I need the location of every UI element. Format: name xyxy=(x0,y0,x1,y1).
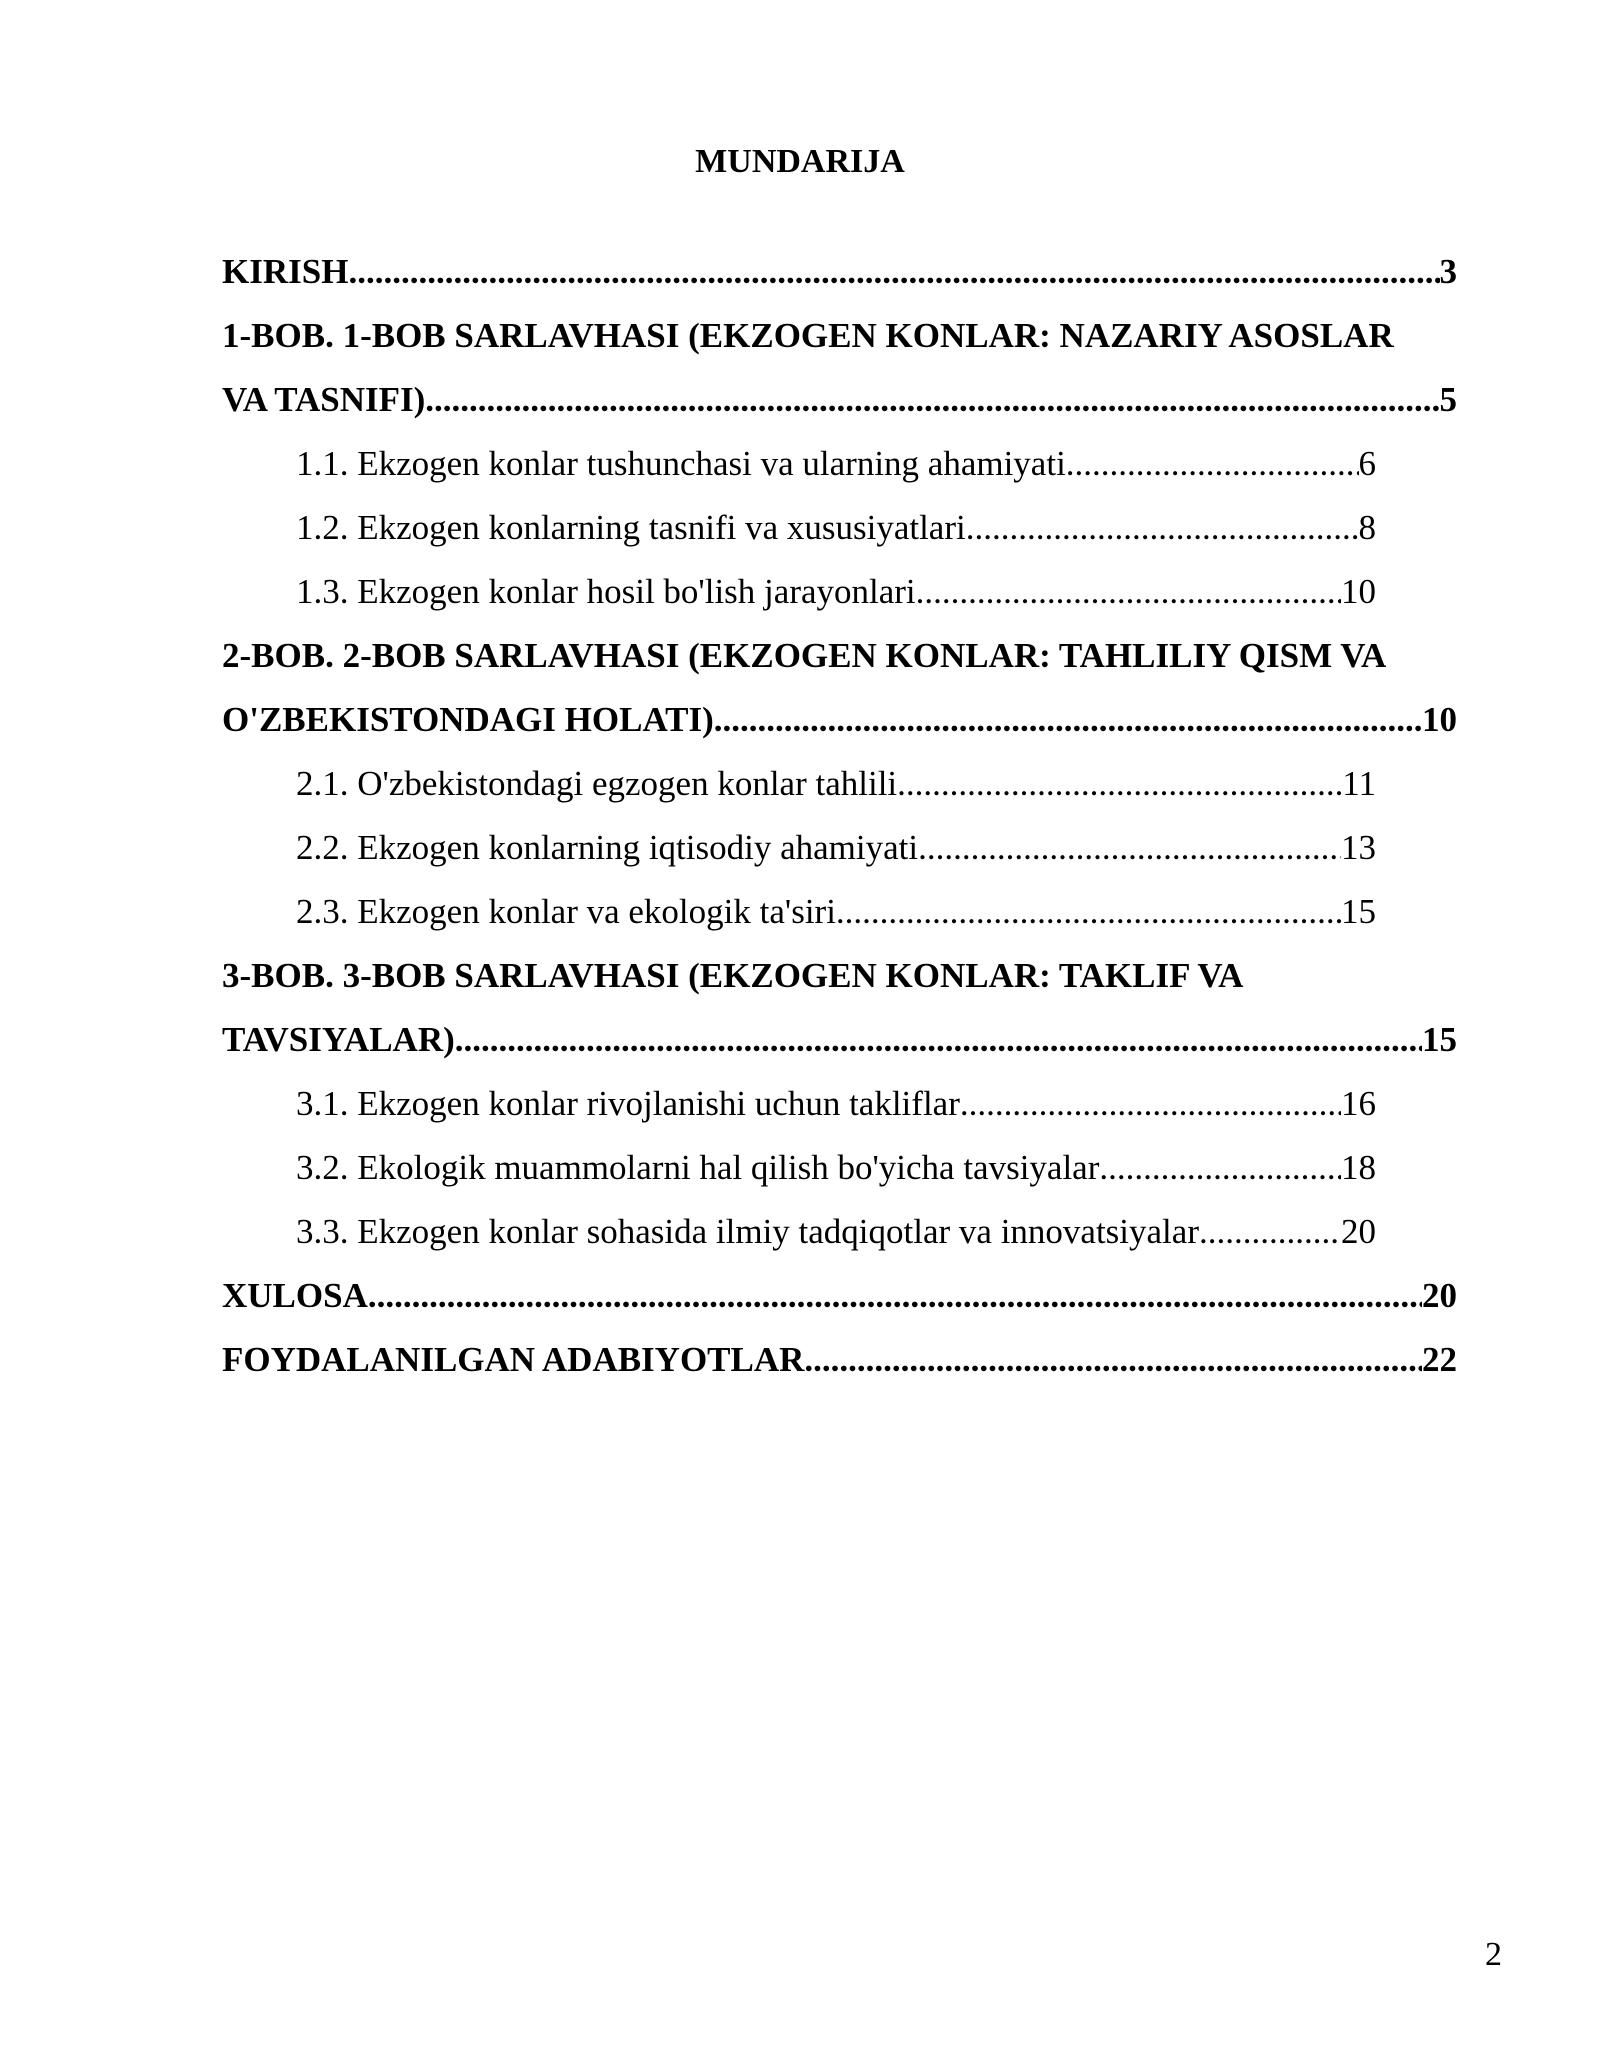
toc-entry-row xyxy=(296,752,1376,816)
toc-page-number: 11 xyxy=(1342,764,1376,803)
dot-leader xyxy=(804,1328,1422,1392)
toc-entry-title: O'ZBEKISTONDAGI HOLATI) xyxy=(222,700,714,739)
toc-page-number: 20 xyxy=(1422,1276,1457,1315)
dot-leader xyxy=(916,560,1341,624)
toc-entry-title: 3.1. Ekzogen konlar rivojlanishi uchun takliflar xyxy=(296,1084,960,1123)
toc-page-number: 16 xyxy=(1341,1084,1376,1123)
toc-page-number: 6 xyxy=(1358,444,1376,483)
toc-entry-row xyxy=(296,432,1376,496)
toc-chapter-entry xyxy=(222,1264,1457,1328)
toc-page-number: 22 xyxy=(1422,1340,1457,1379)
dot-leader xyxy=(1099,1136,1341,1200)
toc-entry-row xyxy=(222,1328,1457,1392)
toc-section-entry xyxy=(222,496,1376,560)
toc-entry-title: 3.3. Ekzogen konlar sohasida ilmiy tadqiqotlar va innovatsiyalar xyxy=(296,1212,1199,1251)
toc-entry-row xyxy=(222,1264,1457,1328)
toc-page-number: 5 xyxy=(1439,380,1457,419)
toc-page-number: 20 xyxy=(1341,1212,1376,1251)
toc-entry-title: 3.2. Ekologik muammolarni hal qilish bo'yicha tavsiyalar xyxy=(296,1148,1100,1187)
toc-entry-title-line: 2-BOB. 2-BOB SARLAVHASI (EKZOGEN KONLAR: TAHLILIY QISM VA xyxy=(222,636,1387,675)
toc-entry-row xyxy=(222,1008,1457,1072)
toc-chapter-entry xyxy=(222,240,1457,304)
dot-leader xyxy=(918,816,1341,880)
toc-section-entry xyxy=(222,1200,1376,1264)
toc-entry-row xyxy=(296,560,1376,624)
toc-entry-row xyxy=(222,240,1457,304)
dot-leader xyxy=(1066,432,1359,496)
toc-entry-title: XULOSA xyxy=(222,1276,368,1315)
toc-entry-row xyxy=(296,1072,1376,1136)
dot-leader xyxy=(897,752,1342,816)
toc-chapter-entry xyxy=(222,944,1457,1072)
toc-page-number: 15 xyxy=(1341,892,1376,931)
toc-entry-row xyxy=(296,1200,1376,1264)
toc-entry-title: VA TASNIFI) xyxy=(222,380,426,419)
dot-leader xyxy=(368,1264,1422,1328)
toc-page-number: 13 xyxy=(1341,828,1376,867)
dot-leader xyxy=(836,880,1341,944)
toc-entry-title: 2.1. O'zbekistondagi egzogen konlar tahlili xyxy=(296,764,898,803)
dot-leader xyxy=(425,368,1439,432)
toc-entry-title: KIRISH xyxy=(222,252,349,291)
dot-leader xyxy=(455,1008,1422,1072)
dot-leader xyxy=(348,240,1439,304)
toc-page-number: 15 xyxy=(1422,1020,1457,1059)
dot-leader xyxy=(966,496,1359,560)
toc-entry-title: 2.3. Ekzogen konlar va ekologik ta'siri xyxy=(296,892,836,931)
dot-leader xyxy=(960,1072,1341,1136)
toc-section-entry xyxy=(222,752,1376,816)
toc-entry-row xyxy=(222,688,1457,752)
toc-entry-title: 1.1. Ekzogen konlar tushunchasi va ularning ahamiyati xyxy=(296,444,1066,483)
toc-section-entry xyxy=(222,560,1376,624)
toc-section-entry xyxy=(222,432,1376,496)
toc-page-number: 3 xyxy=(1439,252,1457,291)
page-number: 2 xyxy=(1485,1936,1502,1973)
toc-section-entry xyxy=(222,880,1376,944)
toc-chapter-entry xyxy=(222,304,1457,432)
dot-leader xyxy=(714,688,1422,752)
toc-entry-row xyxy=(296,496,1376,560)
toc-page-number: 18 xyxy=(1341,1148,1376,1187)
toc-entry-title: TAVSIYALAR) xyxy=(222,1020,455,1059)
toc-section-entry xyxy=(222,816,1376,880)
toc-entry-title-line: 1-BOB. 1-BOB SARLAVHASI (EKZOGEN KONLAR: NAZARIY ASOSLAR xyxy=(222,316,1394,355)
page-title: MUNDARIJA xyxy=(695,143,905,180)
toc-entry-title: 1.3. Ekzogen konlar hosil bo'lish jarayonlari xyxy=(296,572,916,611)
toc-entry-title-line: 3-BOB. 3-BOB SARLAVHASI (EKZOGEN KONLAR: TAKLIF VA xyxy=(222,956,1244,995)
toc-section-entry xyxy=(222,1136,1376,1200)
toc-entry-row xyxy=(296,816,1376,880)
toc-chapter-entry xyxy=(222,624,1457,752)
toc-chapter-entry xyxy=(222,1328,1457,1392)
dot-leader xyxy=(1199,1200,1341,1264)
toc-entry-title: FOYDALANILGAN ADABIYOTLAR xyxy=(222,1340,805,1379)
toc-page-number: 8 xyxy=(1358,508,1376,547)
toc-entry-row xyxy=(296,880,1376,944)
toc-section-entry xyxy=(222,1072,1376,1136)
toc-entry-title: 2.2. Ekzogen konlarning iqtisodiy ahamiyati xyxy=(296,828,919,867)
toc-entry-row xyxy=(222,368,1457,432)
toc-page-number: 10 xyxy=(1422,700,1457,739)
toc-entry-title: 1.2. Ekzogen konlarning tasnifi va xususiyatlari xyxy=(296,508,966,547)
toc-page-number: 10 xyxy=(1341,572,1376,611)
toc-entry-row xyxy=(296,1136,1376,1200)
table-of-contents xyxy=(222,240,1462,1392)
